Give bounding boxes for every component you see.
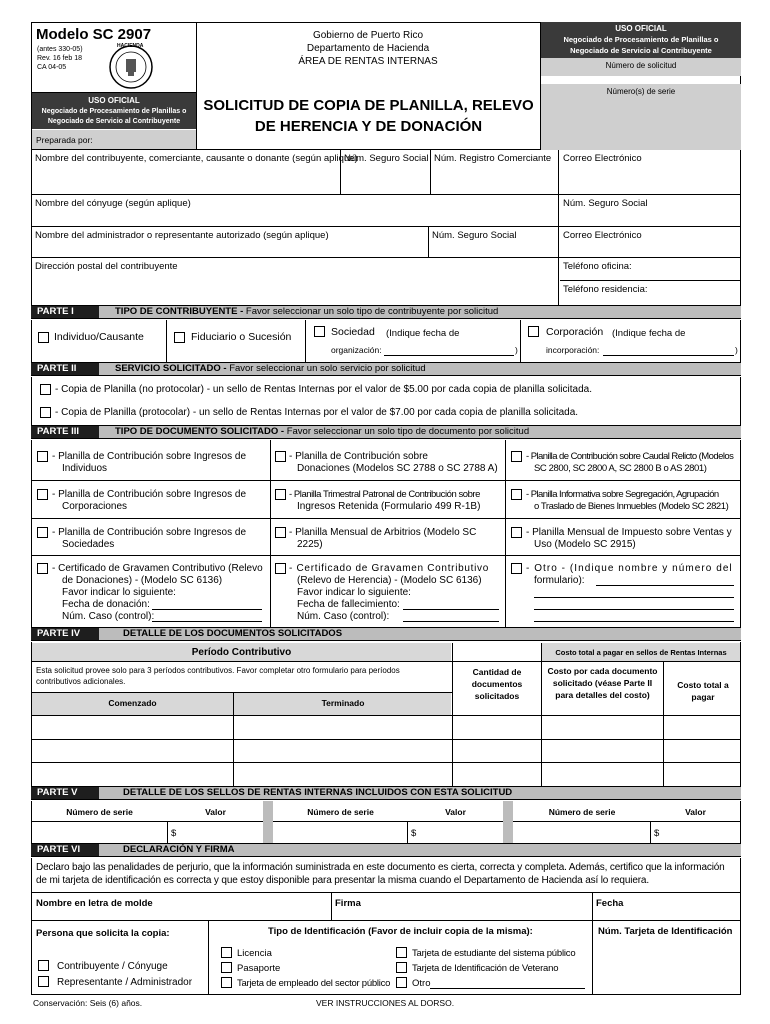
part-3-hint: Favor seleccionar un solo tipo de documento por solicitud <box>286 426 530 437</box>
retention-note: Conservación: Seis (6) años. <box>33 998 143 1008</box>
other-form-line-1: - Otro - (Indique nombre y número del <box>526 563 733 574</box>
passport-label: Pasaporte <box>237 963 281 974</box>
sales-tax-return-checkbox[interactable] <box>511 527 522 538</box>
period-title: Período Contributivo <box>191 647 292 658</box>
estate-return-line-1: - Planilla de Contribución sobre Caudal Relicto (Modelos <box>526 451 734 462</box>
official-use-left-line-1: Negociado de Procesamiento de Planillas o <box>41 108 187 115</box>
part-6-tag: PARTE VI <box>31 844 99 856</box>
value-col-2: Valor <box>445 807 466 817</box>
representative-label: Representante / Administrador <box>57 977 193 988</box>
gift-lien-line-4: Fecha de donación: <box>62 599 150 610</box>
serial-col-1: Número de serie <box>66 807 133 817</box>
form-meta-3: CA 04-05 <box>37 64 67 71</box>
gift-lien-line-1: - Certificado de Gravamen Contributivo (Relevo <box>52 563 263 574</box>
estate-lien-line-5: Núm. Caso (control): <box>297 611 390 622</box>
cost-header-title: Costo total a pagar en sellos de Rentas Internas <box>555 648 727 657</box>
gift-return-line-2: Donaciones (Modelos SC 2788 o SC 2788 A) <box>297 463 498 474</box>
other-id-checkbox[interactable] <box>396 977 407 988</box>
individual-label: Individuo/Causante <box>54 331 144 343</box>
gift-lien-line-5: Núm. Caso (control): <box>62 611 155 622</box>
corporate-return-line-2: Corporaciones <box>62 501 128 512</box>
official-use-line-1: Negociado de Procesamiento de Planillas o <box>563 35 719 44</box>
taxpayer-spouse-label: Contribuyente / Cónyuge <box>57 961 168 972</box>
part-1-header <box>31 305 741 319</box>
prepared-by-label: Preparada por: <box>36 135 93 145</box>
form-id: Modelo SC 2907 <box>36 26 152 43</box>
admin-email-field[interactable]: Correo Electrónico <box>563 230 642 241</box>
total-cost-column: Costo total a pagar <box>677 680 729 702</box>
email-field[interactable]: Correo Electrónico <box>563 153 642 164</box>
period-row-3[interactable] <box>32 763 740 785</box>
quarterly-return-checkbox[interactable] <box>275 489 286 500</box>
serial-col-3: Número de serie <box>548 807 616 817</box>
copy-non-protocol-checkbox[interactable] <box>40 384 51 395</box>
phone-home-field[interactable]: Teléfono residencia: <box>563 284 648 295</box>
estate-case-line[interactable] <box>403 621 499 622</box>
corporation-hint: (Indique fecha de <box>612 328 686 339</box>
part-5-header <box>31 786 741 800</box>
admin-name-field[interactable]: Nombre del administrador o representante autorizado (según aplique) <box>35 230 329 241</box>
signature-field[interactable]: Firma <box>335 898 361 909</box>
form-meta-2: Rev. 16 feb 18 <box>37 55 83 62</box>
gov-line-3: ÁREA DE RENTAS INTERNAS <box>298 56 438 67</box>
form-title-1: SOLICITUD DE COPIA DE PLANILLA, RELEVO <box>203 97 534 114</box>
individual-return-checkbox[interactable] <box>37 451 48 462</box>
gift-case-line[interactable] <box>152 621 262 622</box>
hacienda-seal <box>108 44 154 90</box>
series-numbers-label: Número(s) de serie <box>606 87 676 96</box>
segregation-return-checkbox[interactable] <box>511 489 522 500</box>
stamp-value-2-field[interactable]: $ <box>411 828 417 839</box>
part-6-header <box>31 843 741 857</box>
excise-return-line-2: 2225) <box>297 539 323 550</box>
period-row-2[interactable] <box>32 740 740 762</box>
part-3-tag: PARTE III <box>31 426 99 438</box>
corporation-label: Corporación <box>546 326 604 338</box>
part-2-tag: PARTE II <box>31 363 99 375</box>
gift-date-line[interactable] <box>152 609 262 610</box>
gift-lien-checkbox[interactable] <box>37 563 48 574</box>
taxpayer-ssn-field[interactable]: Núm. Seguro Social <box>344 153 429 164</box>
part-6-title: DECLARACIÓN Y FIRMA <box>123 844 235 855</box>
veteran-id-label: Tarjeta de Identificación de Veterano <box>412 963 559 974</box>
license-label: Licencia <box>237 948 272 959</box>
other-id-line[interactable] <box>430 988 585 989</box>
partnership-checkbox[interactable] <box>314 326 325 337</box>
stamp-value-1-field[interactable]: $ <box>171 828 177 839</box>
other-form-line-b[interactable] <box>534 597 734 598</box>
part-4-title: DETALLE DE LOS DOCUMENTOS SOLICITADOS <box>123 628 343 639</box>
part-5-tag: PARTE V <box>31 787 99 799</box>
requester-label: Persona que solicita la copia: <box>36 928 170 939</box>
other-form-checkbox[interactable] <box>511 563 522 574</box>
official-use-left-title: USO OFICIAL <box>88 96 140 105</box>
phone-office-field[interactable]: Teléfono oficina: <box>563 261 632 272</box>
gov-line-1: Gobierno de Puerto Rico <box>312 30 424 41</box>
partnership-return-checkbox[interactable] <box>37 527 48 538</box>
excise-return-line-1: - Planilla Mensual de Arbitrios (Modelo SC <box>289 527 477 538</box>
period-row-1[interactable] <box>32 716 740 739</box>
corporate-return-line-1: - Planilla de Contribución sobre Ingresos de <box>52 489 246 500</box>
quarterly-return-line-2: Ingresos Retenida (Formulario 499 R-1B) <box>297 501 481 512</box>
partnership-return-line-2: Sociedades <box>62 539 115 550</box>
part-2-title: SERVICIO SOLICITADO - <box>115 363 230 374</box>
instructions-note: VER INSTRUCCIONES AL DORSO. <box>316 998 455 1008</box>
request-number-label: Número de solicitud <box>605 61 677 70</box>
partnership-date-label: organización: <box>331 345 382 355</box>
official-use-left-line-2: Negociado de Servicio al Contribuyente <box>47 118 181 125</box>
stamp-value-3-field[interactable]: $ <box>654 828 660 839</box>
seal-text: HACIENDA <box>117 43 144 49</box>
part-2-hint: Favor seleccionar un solo servicio por solicitud <box>229 363 426 374</box>
passport-checkbox[interactable] <box>221 962 232 973</box>
segregation-return-line-2: o Traslado de Bienes Inmuebles (Modelo SC 2821) <box>534 501 729 512</box>
estate-lien-line-1: - Certificado de Gravamen Contributivo <box>289 563 490 574</box>
serial-col-2: Número de serie <box>307 807 374 817</box>
representative-checkbox[interactable] <box>38 976 49 987</box>
copy-protocol-checkbox[interactable] <box>40 407 51 418</box>
official-use-title: USO OFICIAL <box>615 24 667 33</box>
estate-return-line-2: SC 2800, SC 2800 A, SC 2800 B o AS 2801) <box>534 463 707 474</box>
part-1-tag: PARTE I <box>31 306 99 318</box>
part-5-title: DETALLE DE LOS SELLOS DE RENTAS INTERNAS INCLUIDOS CON ESTA SOLICITUD <box>123 787 513 798</box>
estate-lien-checkbox[interactable] <box>275 563 286 574</box>
form-meta-1: (antes 330-05) <box>37 46 83 53</box>
partnership-hint: (Indique fecha de <box>386 328 460 339</box>
fiduciary-checkbox[interactable] <box>174 332 185 343</box>
unit-cost-column: Costo por cada documento solicitado (véase Parte II para detalles del costo) <box>547 666 658 700</box>
estate-lien-line-4: Fecha de fallecimiento: <box>297 599 400 610</box>
individual-return-line-1: - Planilla de Contribución sobre Ingresos de <box>52 451 246 462</box>
end-column: Terminado <box>321 698 365 708</box>
other-id-label: Otro <box>412 978 431 989</box>
partnership-date-line[interactable] <box>384 355 514 356</box>
part-1-hint: Favor seleccionar un solo tipo de contribuyente por solicitud <box>245 306 499 317</box>
death-date-line[interactable] <box>403 609 499 610</box>
estate-lien-line-2: (Relevo de Herencia) - (Modelo SC 6136) <box>297 575 482 586</box>
corporation-checkbox[interactable] <box>528 326 539 337</box>
print-name-field[interactable]: Nombre en letra de molde <box>36 898 153 909</box>
other-form-line-c[interactable] <box>534 609 734 610</box>
stamp-divider-2 <box>503 801 513 843</box>
license-checkbox[interactable] <box>221 947 232 958</box>
taxpayer-name-field[interactable]: Nombre del contribuyente, comerciante, causante o donante (según aplique) <box>35 153 358 164</box>
fiduciary-label: Fiduciario o Sucesión <box>191 331 292 343</box>
qty-column: Cantidad de documentos solicitados <box>471 667 523 701</box>
id-type-label: Tipo de Identificación (Favor de incluir copia de la misma): <box>268 926 533 937</box>
admin-ssn-field[interactable]: Núm. Seguro Social <box>432 230 517 241</box>
commercial-reg-field[interactable]: Núm. Registro Comerciante <box>434 153 552 164</box>
taxpayer-info <box>31 150 741 305</box>
estate-return-checkbox[interactable] <box>511 451 522 462</box>
spouse-name-field[interactable]: Nombre del cónyuge (según aplique) <box>35 198 191 209</box>
date-field[interactable]: Fecha <box>596 898 624 909</box>
sales-tax-return-line-2: Uso (Modelo SC 2915) <box>534 539 636 550</box>
gift-return-checkbox[interactable] <box>275 451 286 462</box>
corporate-return-checkbox[interactable] <box>37 489 48 500</box>
part-1-title: TIPO DE CONTRIBUYENTE - <box>115 306 246 317</box>
copy-non-protocol-label: - Copia de Planilla (no protocolar) - un sello de Rentas Internas por el valor de $5.00 por cada copia de planilla solicitada. <box>55 384 592 395</box>
public-employee-label: Tarjeta de empleado del sector público <box>237 978 391 989</box>
partnership-return-line-1: - Planilla de Contribución sobre Ingresos de <box>52 527 246 538</box>
copy-protocol-label: - Copia de Planilla (protocolar) - un sello de Rentas Internas por el valor de $7.00 por cada copia de planilla solicitada. <box>55 407 579 418</box>
public-employee-checkbox[interactable] <box>221 977 232 988</box>
sales-tax-return-line-1: - Planilla Mensual de Impuesto sobre Ventas y <box>526 527 732 538</box>
individual-checkbox[interactable] <box>38 332 49 343</box>
part-2-header <box>31 362 741 376</box>
other-form-line-a[interactable] <box>596 585 734 586</box>
period-note: Esta solicitud provee solo para 3 períodos contributivos. Favor completar otro formulario para períodos contributivos adicionales. <box>36 666 400 686</box>
corporation-date-line[interactable] <box>603 355 734 356</box>
gov-line-2: Departamento de Hacienda <box>306 43 430 54</box>
gift-lien-line-3: Favor indicar lo siguiente: <box>62 587 176 598</box>
spouse-ssn-field[interactable]: Núm. Seguro Social <box>563 198 648 209</box>
student-id-label: Tarjeta de estudiante del sistema público <box>412 948 576 959</box>
part-3-header <box>31 425 741 439</box>
part-4-header <box>31 627 741 641</box>
address-field[interactable]: Dirección postal del contribuyente <box>35 261 178 272</box>
value-col-1: Valor <box>205 807 226 817</box>
corporation-date-label: incorporación: <box>546 345 600 355</box>
individual-return-line-2: Individuos <box>62 463 108 474</box>
segregation-return-line-1: - Planilla Informativa sobre Segregación, Agrupación <box>526 489 719 500</box>
quarterly-return-line-1: - Planilla Trimestral Patronal de Contribución sobre <box>289 489 480 500</box>
start-column: Comenzado <box>108 698 157 708</box>
value-col-3: Valor <box>685 807 706 817</box>
gift-lien-line-2: de Donaciones) - (Modelo SC 6136) <box>62 575 223 586</box>
excise-return-checkbox[interactable] <box>275 527 286 538</box>
student-id-checkbox[interactable] <box>396 947 407 958</box>
stamp-divider-1 <box>263 801 273 843</box>
part-4-tag: PARTE IV <box>31 628 99 640</box>
official-use-line-2: Negociado de Servicio al Contribuyente <box>570 46 712 55</box>
other-form-line-d[interactable] <box>534 621 734 622</box>
estate-lien-line-3: Favor indicar lo siguiente: <box>297 587 411 598</box>
id-number-field[interactable]: Núm. Tarjeta de Identificación <box>598 926 733 937</box>
veteran-id-checkbox[interactable] <box>396 962 407 973</box>
taxpayer-spouse-checkbox[interactable] <box>38 960 49 971</box>
part-3-title: TIPO DE DOCUMENTO SOLICITADO - <box>115 426 287 437</box>
partnership-label: Sociedad <box>331 326 375 338</box>
declaration-text: Declaro bajo las penalidades de perjurio, que la información suministrada en este documento es cierta, correcta y completa. Además, certifico que la información de mi tarjeta de identificación es correcta y que estoy disponible para presentar la misma cuando el Departamento de Hacienda así lo requiera. <box>36 862 725 886</box>
form-title-2: DE HERENCIA Y DE DONACIÓN <box>254 118 483 135</box>
other-form-line-2: formulario): <box>534 575 585 586</box>
gift-return-line-1: - Planilla de Contribución sobre <box>289 451 428 462</box>
